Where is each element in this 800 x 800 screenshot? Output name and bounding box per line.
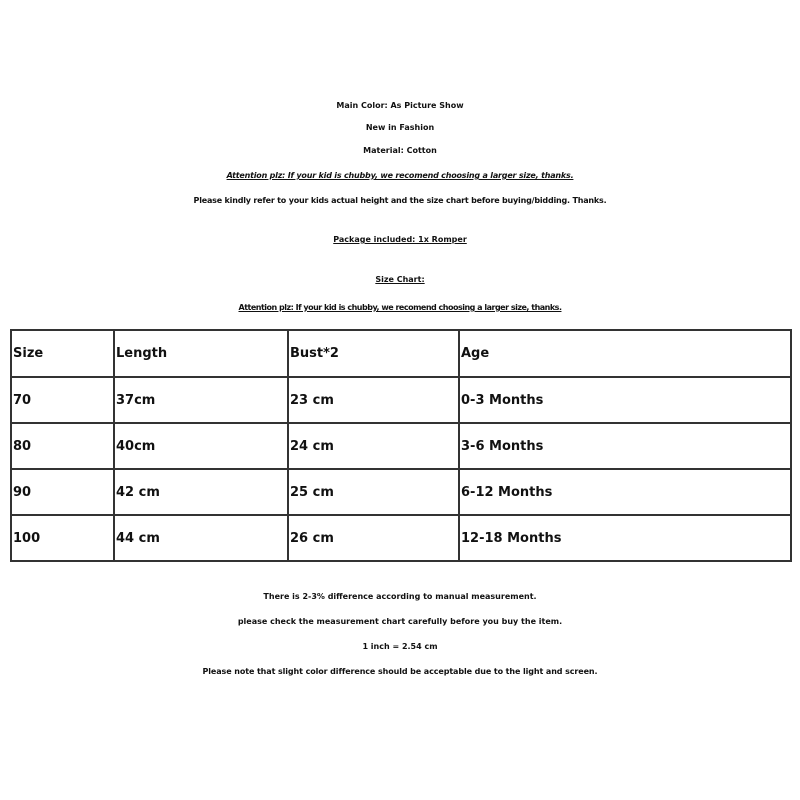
inch-conversion-note: 1 inch = 2.54 cm: [362, 642, 438, 651]
size-chart-table: [10, 329, 792, 562]
age-cell: 3-6 Months: [459, 423, 791, 469]
size-cell: 70: [11, 377, 114, 423]
main-color-text: Main Color: As Picture Show: [336, 101, 464, 110]
attention-notice: Attention plz: If your kid is chubby, we recomend choosing a larger size, thanks.: [226, 171, 574, 180]
bust-cell: 26 cm: [288, 515, 459, 561]
length-cell: 42 cm: [114, 469, 288, 515]
column-header-length: Length: [114, 330, 288, 377]
bust-cell: 25 cm: [288, 469, 459, 515]
new-in-fashion-text: New in Fashion: [365, 123, 435, 132]
column-header-age: Age: [459, 330, 791, 377]
bust-cell: 23 cm: [288, 377, 459, 423]
column-header-bust: Bust*2: [288, 330, 459, 377]
size-chart-title: Size Chart:: [375, 275, 425, 284]
table-row: [11, 377, 791, 423]
column-header-size: Size: [11, 330, 114, 377]
color-difference-note: Please note that slight color difference should be acceptable due to the light and screen.: [202, 667, 598, 676]
length-cell: 40cm: [114, 423, 288, 469]
size-chart-attention: Attention plz: If your kid is chubby, we recomend choosing a larger size, thanks.: [238, 303, 562, 312]
length-cell: 37cm: [114, 377, 288, 423]
age-cell: 6-12 Months: [459, 469, 791, 515]
refer-size-note: Please kindly refer to your kids actual height and the size chart before buying/bidding. Thanks.: [193, 196, 607, 205]
length-cell: 44 cm: [114, 515, 288, 561]
package-included-text: Package included: 1x Romper: [333, 235, 467, 244]
table-row: [11, 515, 791, 561]
size-cell: 90: [11, 469, 114, 515]
measurement-difference-note: There is 2-3% difference according to manual measurement.: [263, 592, 537, 601]
size-cell: 100: [11, 515, 114, 561]
table-row: [11, 423, 791, 469]
material-text: Material: Cotton: [363, 146, 437, 155]
check-chart-note: please check the measurement chart carefully before you buy the item.: [237, 617, 563, 626]
size-cell: 80: [11, 423, 114, 469]
age-cell: 0-3 Months: [459, 377, 791, 423]
table-header-row: [11, 330, 791, 377]
age-cell: 12-18 Months: [459, 515, 791, 561]
table-row: [11, 469, 791, 515]
bust-cell: 24 cm: [288, 423, 459, 469]
